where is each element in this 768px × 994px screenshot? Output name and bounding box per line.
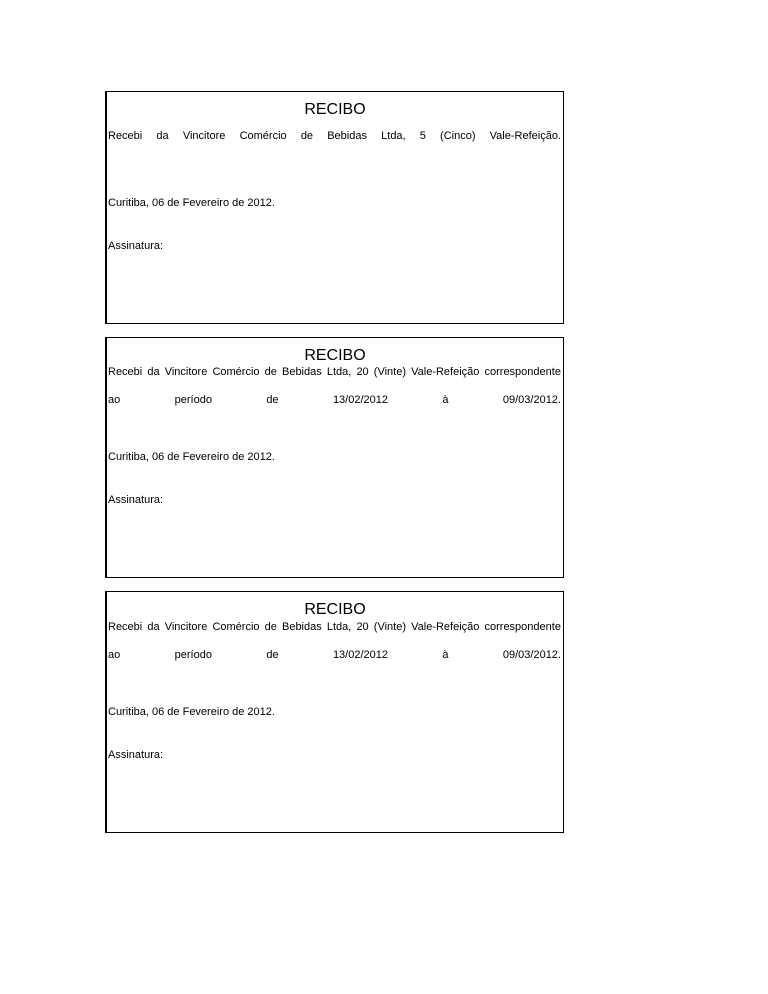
- word: correspondente: [484, 621, 561, 633]
- word: Bebidas: [281, 621, 322, 633]
- word: de: [300, 130, 314, 142]
- word: Vale-Refeição.: [489, 130, 561, 142]
- word: da: [147, 366, 160, 378]
- word: Vincitore: [164, 621, 208, 633]
- word: (Vinte): [373, 621, 406, 633]
- place-date: Curitiba, 06 de Fevereiro de 2012.: [108, 451, 275, 463]
- word: Ltda,: [326, 621, 352, 633]
- receipt-title: RECIBO: [304, 601, 366, 618]
- signature-label: Assinatura:: [108, 494, 164, 506]
- signature-label: Assinatura:: [108, 240, 164, 252]
- signature-label: Assinatura:: [108, 749, 164, 761]
- word: de: [266, 394, 279, 406]
- word: (Vinte): [373, 366, 406, 378]
- receipt-text-line-1: [108, 621, 561, 634]
- word: de: [264, 366, 277, 378]
- word: da: [147, 621, 160, 633]
- word: 20: [356, 621, 369, 633]
- receipt-1: [105, 91, 564, 324]
- word: Vale-Refeição: [411, 366, 480, 378]
- place-date: Curitiba, 06 de Fevereiro de 2012.: [108, 706, 275, 718]
- word: Recebi: [108, 621, 143, 633]
- word: Comércio: [212, 621, 260, 633]
- word: Vincitore: [164, 366, 208, 378]
- word: 20: [356, 366, 369, 378]
- word: Bebidas: [327, 130, 367, 142]
- receipt-3: [105, 591, 564, 833]
- word: 09/03/2012.: [502, 649, 561, 661]
- receipt-text-line-1: [108, 130, 561, 143]
- word: Ltda,: [326, 366, 352, 378]
- word: de: [266, 649, 279, 661]
- word: 09/03/2012.: [502, 394, 561, 406]
- word: Vale-Refeição: [411, 621, 480, 633]
- receipt-text-line-2: [108, 394, 561, 407]
- word: ao: [108, 649, 121, 661]
- receipt-text-line-1: [108, 366, 561, 379]
- receipt-title: RECIBO: [304, 101, 366, 118]
- word: da: [156, 130, 169, 142]
- word: Recebi: [108, 366, 143, 378]
- word: correspondente: [484, 366, 561, 378]
- word: (Cinco): [440, 130, 476, 142]
- word: Ltda,: [381, 130, 406, 142]
- word: Recebi: [108, 130, 143, 142]
- receipt-title: RECIBO: [304, 347, 366, 364]
- word: ao: [108, 394, 121, 406]
- word: 5: [419, 130, 426, 142]
- word: Comércio: [239, 130, 287, 142]
- word: de: [264, 621, 277, 633]
- word: à: [442, 649, 449, 661]
- place-date: Curitiba, 06 de Fevereiro de 2012.: [108, 197, 275, 209]
- word: período: [174, 394, 212, 406]
- word: à: [442, 394, 449, 406]
- word: Bebidas: [281, 366, 322, 378]
- word: Comércio: [212, 366, 260, 378]
- word: 13/02/2012: [332, 649, 388, 661]
- word: Vincitore: [182, 130, 226, 142]
- receipt-2: [105, 337, 564, 578]
- receipt-text-line-2: [108, 649, 561, 662]
- word: 13/02/2012: [332, 394, 388, 406]
- word: período: [174, 649, 212, 661]
